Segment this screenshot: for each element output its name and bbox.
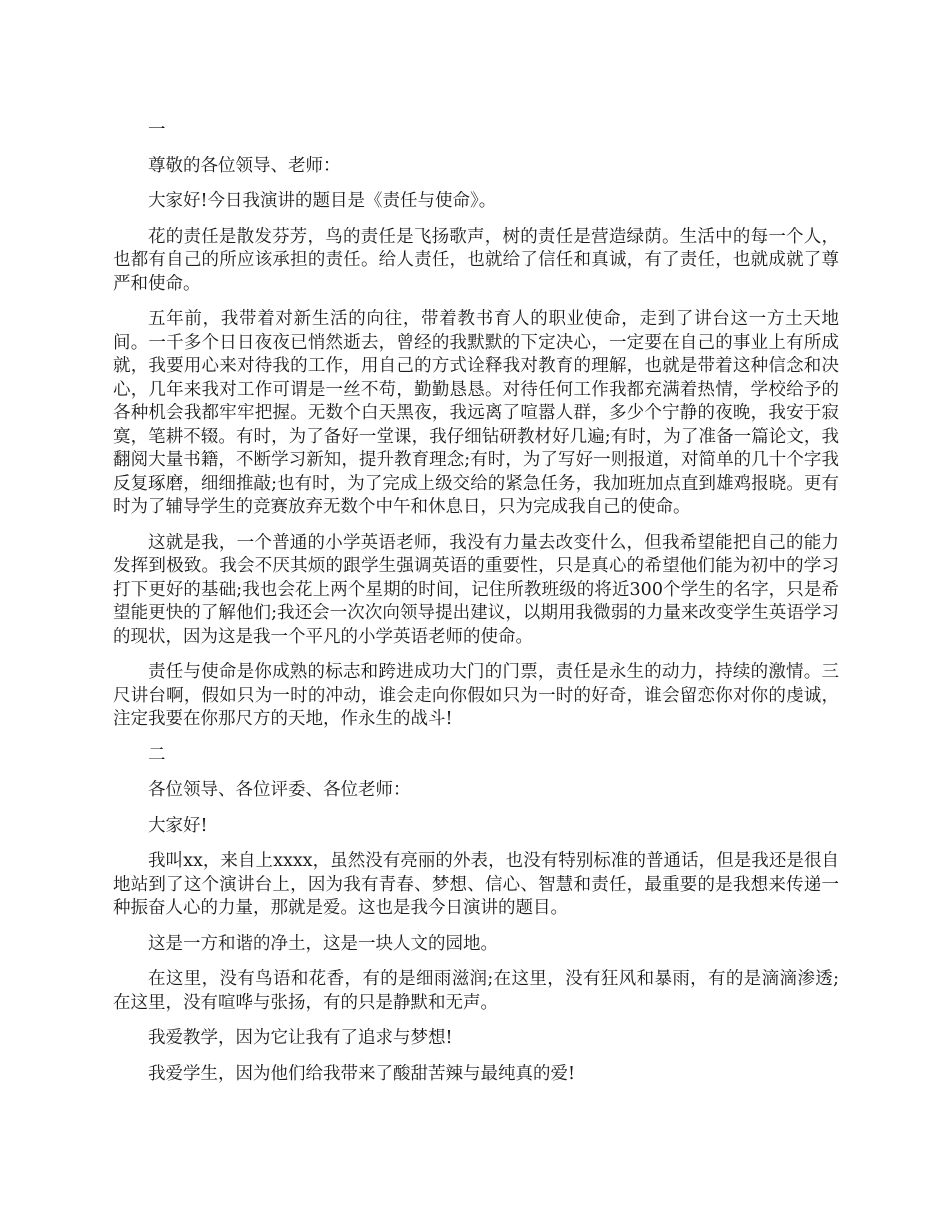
greeting: 大家好!今日我演讲的题目是《责任与使命》。 [148,191,497,211]
document-body [113,119,839,1098]
body-paragraph: 我爱教学，因为它让我有了追求与梦想! [148,1028,453,1048]
body-paragraph: 我爱学生，因为他们给我带来了酸甜苦辣与最纯真的爱! [148,1063,576,1084]
salutation: 各位领导、各位评委、各位老师： [148,780,411,800]
body-paragraph: 这就是我，一个普通的小学英语老师，我没有力量去改变什么，但我希望能把自己的能力发挥到极致。我会不厌其烦的跟学生强调英语的重要性，只是真心的希望他们能为初中的学习打下更好的基础;我也会花上两个星期的时间，记住所教班级的将近300个学生的名字，只是希望能更快的了解他们;我还会一次次向领导提出建议，以期用我微弱的力量来改变学生英语学习的现状，因为这是我一个平凡的小学英语老师的使命。 [113,532,839,647]
body-paragraph: 责任与使命是你成熟的标志和跨进成功大门的门票，责任是永生的动力，持续的激情。三尺讲台啊，假如只为一时的冲动，谁会走向你假如只为一时的好奇，谁会留恋你对你的虔诚，注定我要在你那尺方的天地，作永生的战斗! [113,662,839,729]
body-paragraph: 五年前，我带着对新生活的向往，带着教书育人的职业使命，走到了讲台这一方土天地间。一千多个日日夜夜已悄然逝去，曾经的我默默的下定决心，一定要在自己的事业上有所成就，我要用心来对待我的工作，用自己的方式诠释我对教育的理解，也就是带着这种信念和决心，几年来我对工作可谓是一丝不苟，勤勤恳恳。对待任何工作我都充满着热情，学校给予的各种机会我都牢牢把握。无数个白天黑夜，我远离了喧嚣人群，多少个宁静的夜晚，我安于寂寞，笔耕不辍。有时，为了备好一堂课，我仔细钻研教材好几遍;有时，为了准备一篇论文，我翻阅大量书籍，不断学习新知，提升教育理念;有时，为了写好一则报道，对简单的几十个字我反复琢磨，细细推敲;也有时，为了完成上级交给的紧急任务，我加班加点直到雄鸡报晓。更有时为了辅导学生的竞赛放弃无数个中午和休息日，只为完成我自己的使命。 [113,309,839,517]
section-number: 一 [148,120,166,140]
body-paragraph: 我叫xx，来自上xxxx，虽然没有亮丽的外表，也没有特别标准的普通话，但是我还是很自地站到了这个演讲台上，因为我有青春、梦想、信心、智慧和责任，最重要的是我想来传递一种振奋人心的力量，那就是爱。这也是我今日演讲的题目。 [113,851,839,918]
salutation: 尊敬的各位领导、老师： [148,155,341,176]
section-number: 二 [148,744,166,765]
body-paragraph: 这是一方和谐的净土，这是一块人文的园地。 [148,933,498,954]
greeting: 大家好! [148,815,208,836]
body-paragraph: 在这里，没有鸟语和花香，有的是细雨滋润;在这里，没有狂风和暴雨，有的是滴滴渗透;在这里，没有喧哗与张扬，有的只是静默和无声。 [113,969,839,1013]
body-paragraph: 花的责任是散发芬芳，鸟的责任是飞扬歌声，树的责任是营造绿荫。生活中的每一个人，也都有自己的所应该承担的责任。给人责任，也就给了信任和真诚，有了责任，也就成就了尊严和使命。 [113,226,839,294]
